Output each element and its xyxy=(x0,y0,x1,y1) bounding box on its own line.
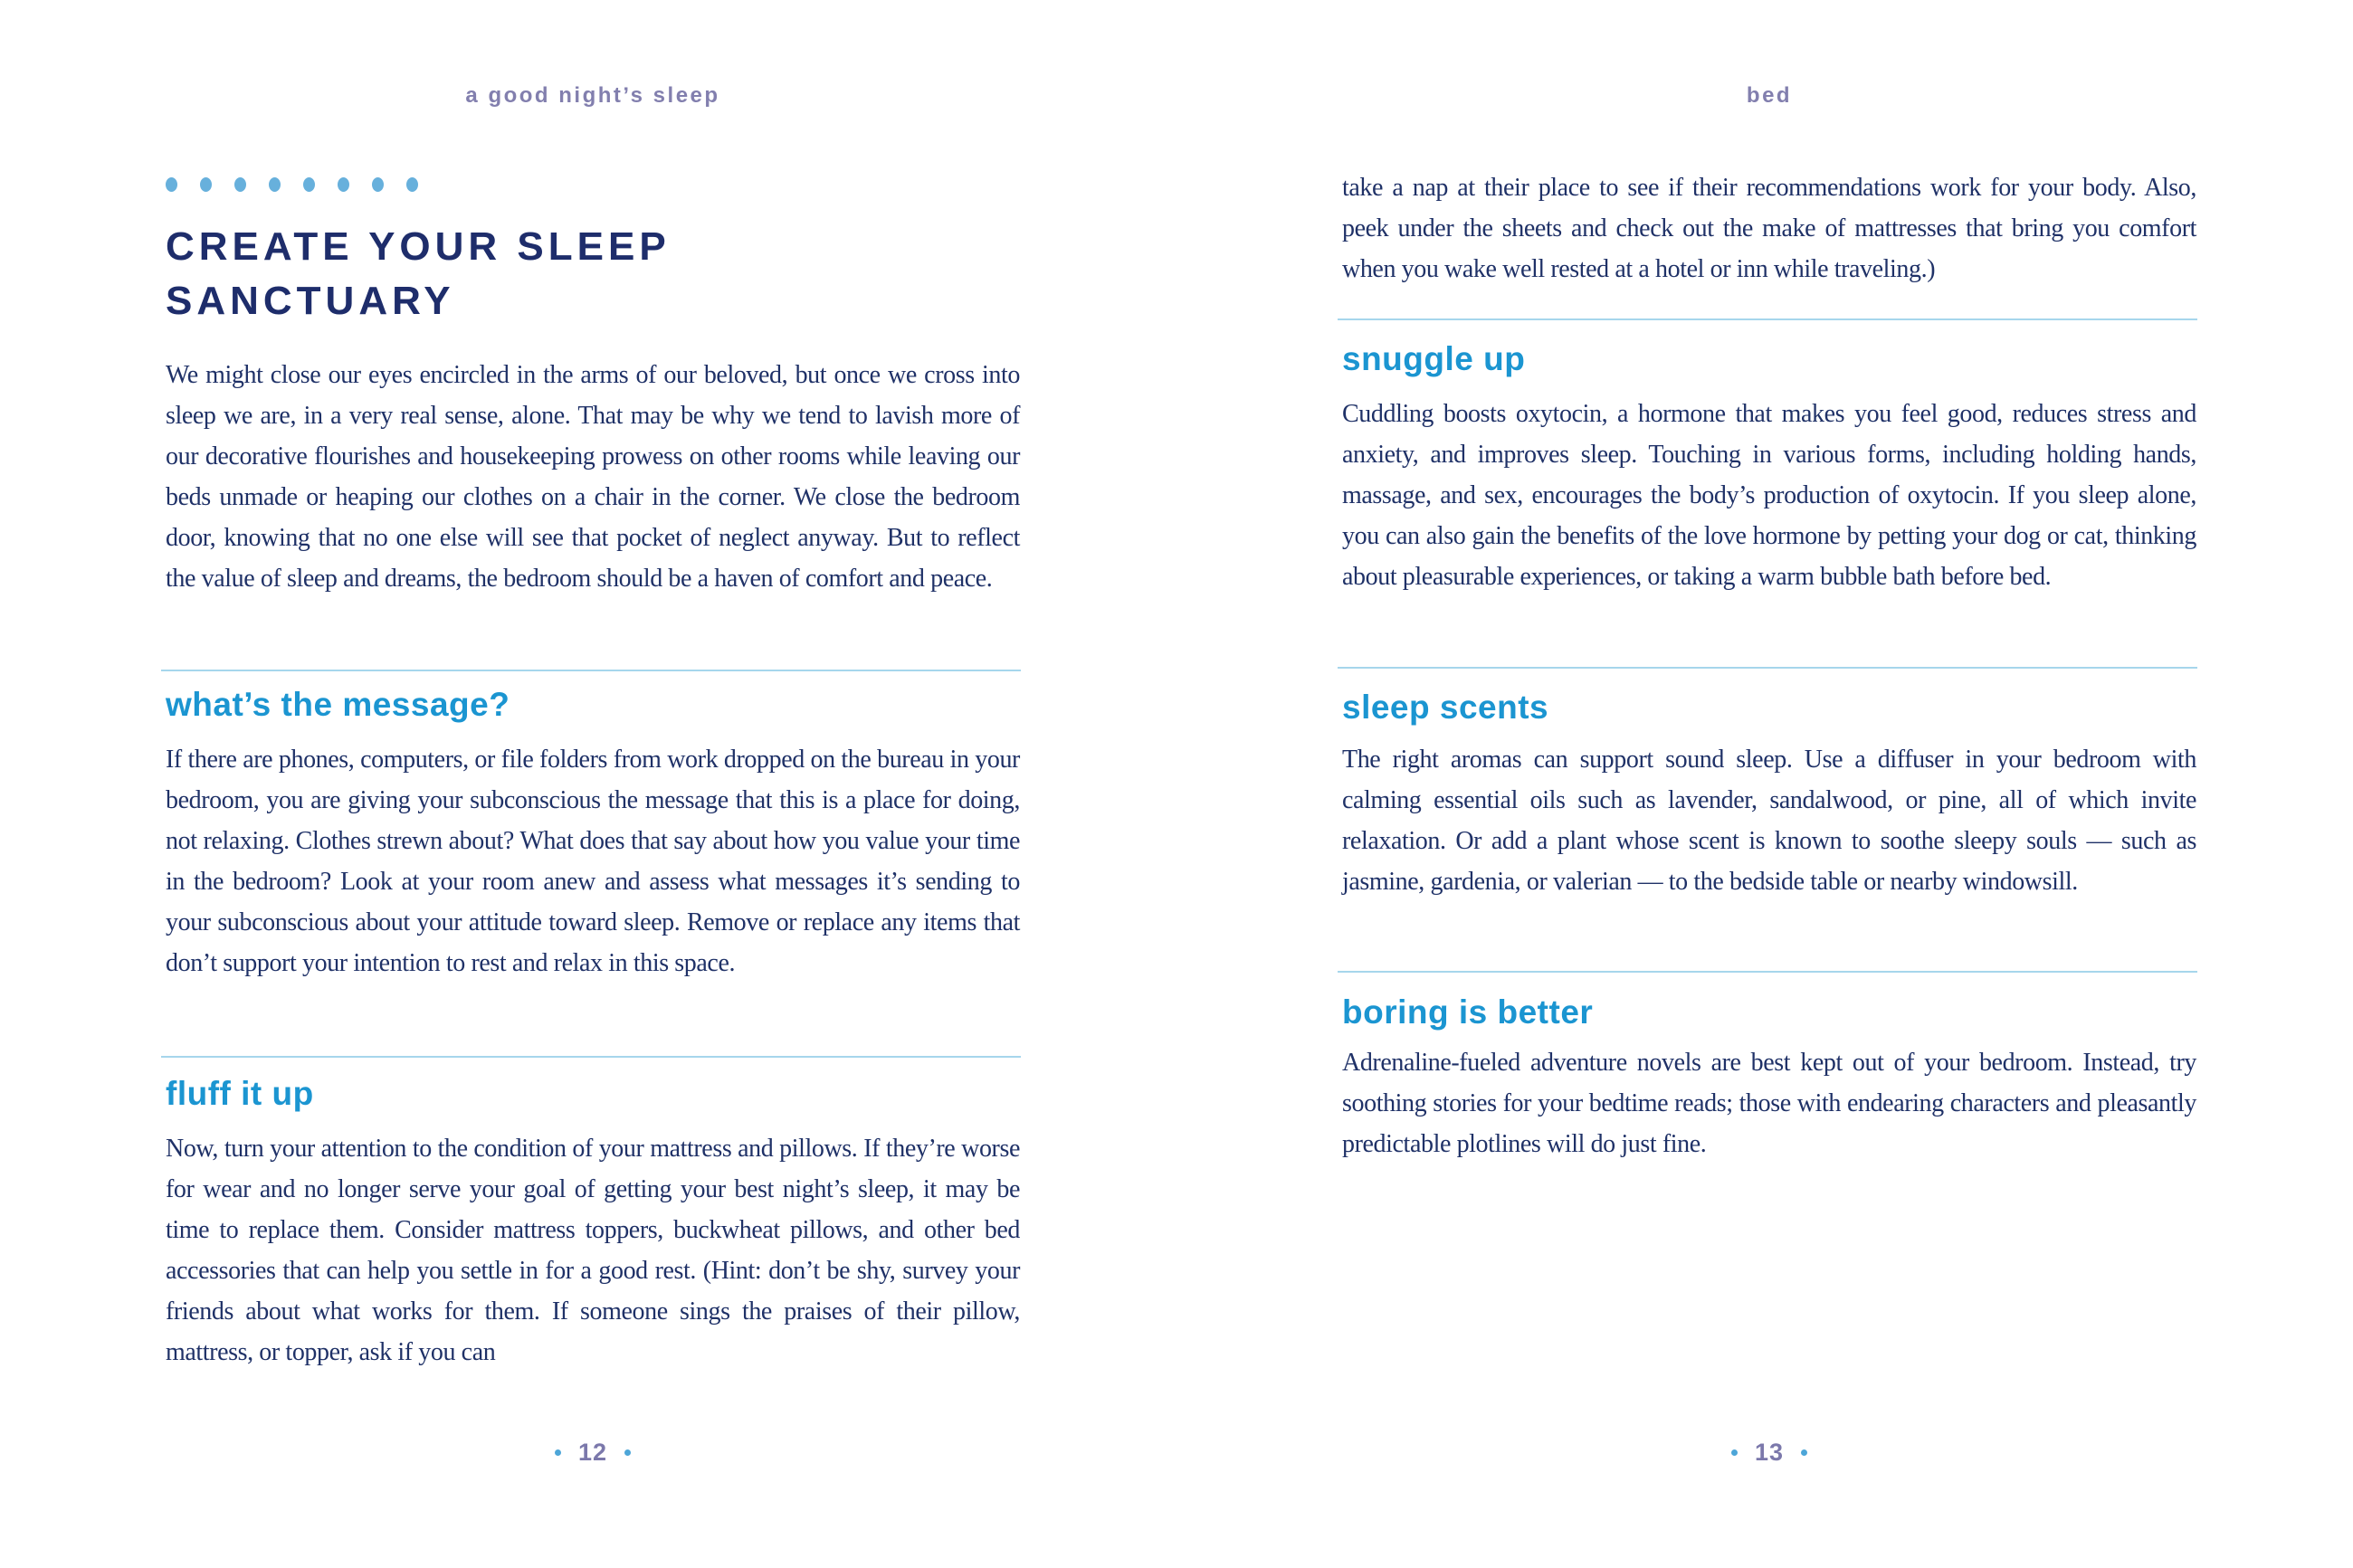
section-divider xyxy=(1338,667,2197,669)
intro-paragraph: We might close our eyes encircled in the arms of our beloved, but once we cross into sleep we are, in a very real sense, alone. That may be why we tend to lavish more of our decorative flourishes and housekeeping prowess on other rooms while leaving our beds unmade or heaping our clothes on a chair in the corner. We close the bedroom door, knowing that no one else will see that pocket of neglect anyway. But to reflect the value of sleep and dreams, the bedroom should be a haven of comfort and peace. xyxy=(166,361,1020,593)
chapter-title xyxy=(166,220,1020,328)
section-heading-boring-is-better: boring is better xyxy=(1342,993,1594,1031)
running-head-right: bed xyxy=(1746,83,1793,108)
section-divider xyxy=(161,670,1021,671)
section-heading-whats-the-message: what’s the message? xyxy=(166,686,510,723)
section-heading-sleep-scents: sleep scents xyxy=(1342,689,1549,726)
decorative-dot-icon xyxy=(372,177,384,192)
page-number-value: 12 xyxy=(577,1439,608,1466)
decorative-dot-icon xyxy=(200,177,212,192)
chapter-title-line2: SANCTUARY xyxy=(166,279,455,323)
section-paragraph-fluff-it-up: Now, turn your attention to the condition of your mattress and pillows. If they’re worse for wear and no longer serve your goal of getting your best night’s sleep, it may be time to replace them. Consider mattress toppers, buckwheat pillows, and other bed accessories that can help you settle in for a good rest. (Hint: don’t be shy, survey your friends about what works for them. If someone sings the praises of their pillow, mattress, or topper, ask if you can xyxy=(166,1135,1020,1366)
page-number-dot-icon xyxy=(1731,1449,1738,1456)
decorative-dot-icon xyxy=(406,177,418,192)
chapter-title-line1: CREATE YOUR SLEEP xyxy=(166,224,671,269)
page-number-value: 13 xyxy=(1754,1439,1785,1466)
running-head-left: a good night’s sleep xyxy=(465,83,720,108)
page-number-dot-icon xyxy=(1801,1449,1807,1456)
section-paragraph-sleep-scents: The right aromas can support sound sleep. Use a diffuser in your bedroom with calming essential oils such as lavender, sandalwood, or pine, all of which invite relaxation. Or add a plant whose scent is known to soothe sleepy souls — such as jasmine, gardenia, or valerian — to the bedside table or nearby windowsill. xyxy=(1342,746,2196,896)
decorative-dots-row xyxy=(166,177,418,192)
decorative-dot-icon xyxy=(338,177,349,192)
page-number-dot-icon xyxy=(624,1449,631,1456)
decorative-dot-icon xyxy=(269,177,281,192)
section-heading-snuggle-up: snuggle up xyxy=(1342,340,1526,377)
section-paragraph-snuggle-up: Cuddling boosts oxytocin, a hormone that makes you feel good, reduces stress and anxiety, and improves sleep. Touching in various forms, including holding hands, massage, and sex, encourages the body’s production of oxytocin. If you sleep alone, you can also gain the benefits of the love hormone by petting your dog or cat, thinking about pleasurable experiences, or taking a warm bubble bath before bed. xyxy=(1342,400,2196,591)
decorative-dot-icon xyxy=(166,177,177,192)
left-page xyxy=(0,0,1176,1568)
section-divider xyxy=(161,1056,1021,1058)
decorative-dot-icon xyxy=(303,177,315,192)
section-paragraph-boring-is-better: Adrenaline-fueled adventure novels are best kept out of your bedroom. Instead, try soothing stories for your bedtime reads; those with endearing characters and pleasantly predictable plotlines will do just fine. xyxy=(1342,1049,2196,1158)
decorative-dot-icon xyxy=(234,177,246,192)
section-heading-fluff-it-up: fluff it up xyxy=(166,1075,314,1112)
right-page xyxy=(1176,0,2353,1568)
page-number-right xyxy=(1342,1439,2196,1467)
section-divider xyxy=(1338,318,2197,320)
page-number-left xyxy=(166,1439,1020,1467)
section-paragraph-whats-the-message: If there are phones, computers, or file folders from work dropped on the bureau in your bedroom, you are giving your subconscious the message that this is a place for doing, not relaxing. Clothes strewn about? What does that say about how you value your time in the bedroom? Look at your room anew and assess what messages it’s sending to your subconscious about your attitude toward sleep. Remove or replace any items that don’t support your intention to rest and relax in this space. xyxy=(166,746,1020,977)
continuation-paragraph: take a nap at their place to see if their recommendations work for your body. Also, peek under the sheets and check out the make of mattresses that bring you comfort when you wake well rested at a hotel or inn while traveling.) xyxy=(1342,174,2196,283)
section-divider xyxy=(1338,971,2197,973)
page-number-dot-icon xyxy=(555,1449,561,1456)
